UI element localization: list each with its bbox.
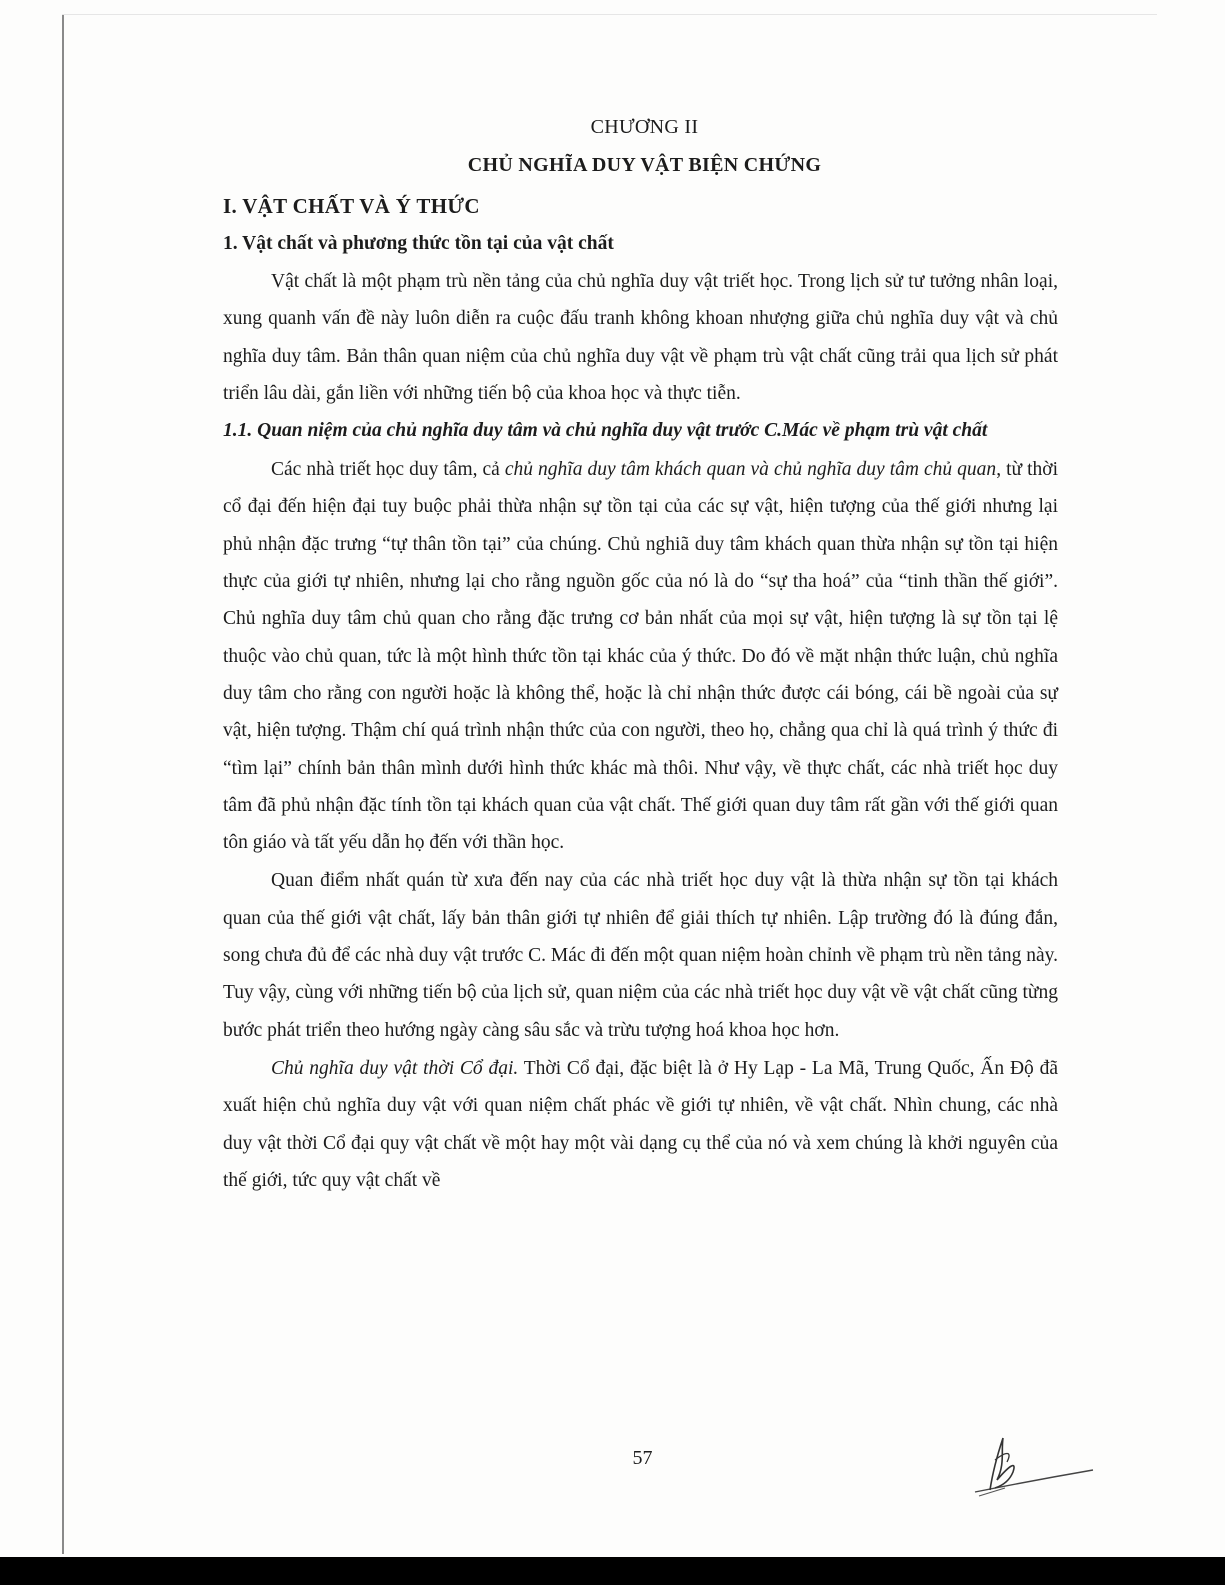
ancient-materialism-heading: Chủ nghĩa duy vật thời Cổ đại. — [271, 1057, 519, 1079]
intro-paragraph: Vật chất là một phạm trù nền tảng của chủ nghĩa duy vật triết học. Trong lịch sử tư tưởng nhân loại, xung quanh vấn đề này luôn diễn ra cuộc đấu tranh không khoan nhượng giữa chủ nghĩa duy vật và chủ nghĩa duy tâm. Bản thân quan niệm của chủ nghĩa duy vật về phạm trù vật chất cũng trải qua lịch sử phát triển lâu dài, gắn liền với những tiến bộ của khoa học và thực tiễn. — [223, 271, 1058, 404]
scan-top-line — [62, 14, 1157, 15]
page-number: 57 — [632, 1447, 653, 1469]
subsection-heading: 1. Vật chất và phương thức tồn tại của vật chất — [223, 233, 614, 254]
ancient-materialism-paragraph — [223, 1050, 1058, 1199]
subsubsection-heading: 1.1. Quan niệm của chủ nghĩa duy tâm và chủ nghĩa duy vật trước C.Mác về phạm trù vật chất — [223, 420, 988, 442]
materialism-paragraph: Quan điểm nhất quán từ xưa đến nay của các nhà triết học duy vật là thừa nhận sự tồn tại khách quan của thế giới vật chất, lấy bản thân giới tự nhiên để giải thích tự nhiên. Lập trường đó là đúng đắn, song chưa đủ để các nhà duy vật trước C. Mác đi đến một quan niệm hoàn chỉnh về phạm trù nền tảng này. Tuy vậy, cùng với những tiến bộ của lịch sử, quan niệm của các nhà triết học duy vật về vật chất cũng từng bước phát triển theo hướng ngày càng sâu sắc và trừu tượng hoá khoa học hơn. — [223, 870, 1058, 1041]
scan-edge-line — [62, 14, 64, 1554]
signature-icon — [965, 1430, 1100, 1500]
ancient-materialism-body: Thời Cổ đại, đặc biệt là ở Hy Lạp - La Mã, Trung Quốc, Ấn Độ đã xuất hiện chủ nghĩa duy vật với quan niệm chất phác về giới tự nhiên, về vật chất. Nhìn chung, các nhà duy vật thời Cổ đại quy vật chất về một hay một vài dạng cụ thể của nó và xem chúng là khởi nguyên của thế giới, tức quy vật chất về — [223, 1057, 1058, 1191]
chapter-label: CHƯƠNG II — [590, 116, 699, 138]
idealism-paragraph — [223, 451, 1058, 861]
scan-bottom-band — [0, 1557, 1225, 1585]
page-content — [223, 114, 1058, 1199]
idealism-paragraph-lead: Các nhà triết học duy tâm, cả — [271, 459, 505, 481]
idealism-paragraph-emphasis: chủ nghĩa duy tâm khách quan và chủ nghĩa duy tâm chủ quan — [504, 459, 997, 481]
idealism-paragraph-body: , từ thời cổ đại đến hiện đại tuy buộc phải thừa nhận sự tồn tại của các sự vật, hiện tượng của thế giới nhưng lại phủ nhận đặc trưng “tự thân tồn tại” của chúng. Chủ nghiã duy tâm khách quan thừa nhận sự tồn tại hiện thực của giới tự nhiên, nhưng lại cho rằng nguồn gốc của nó là do “sự tha hoá” của “tinh thần thế giới”. Chủ nghĩa duy tâm chủ quan cho rằng đặc trưng cơ bản nhất của mọi sự vật, hiện tượng là sự tồn tại lệ thuộc vào chủ quan, tức là một hình thức tồn tại khác của ý thức. Do đó về mặt nhận thức luận, chủ nghĩa duy tâm cho rằng con người hoặc là không thể, hoặc là chỉ nhận thức được cái bóng, cái bề ngoài của sự vật, hiện tượng. Thậm chí quá trình nhận thức của con người, theo họ, chẳng qua chỉ là quá trình ý thức đi “tìm lại” chính bản thân mình dưới hình thức khác mà thôi. Như vậy, về thực chất, các nhà triết học duy tâm đã phủ nhận đặc tính tồn tại khách quan của vật chất. Thế giới quan duy tâm rất gần với thế giới quan tôn giáo và tất yếu dẫn họ đến với thần học. — [223, 459, 1058, 854]
chapter-title: CHỦ NGHĨA DUY VẬT BIỆN CHỨNG — [467, 154, 822, 176]
section-heading: I. VẬT CHẤT VÀ Ý THỨC — [223, 194, 480, 218]
